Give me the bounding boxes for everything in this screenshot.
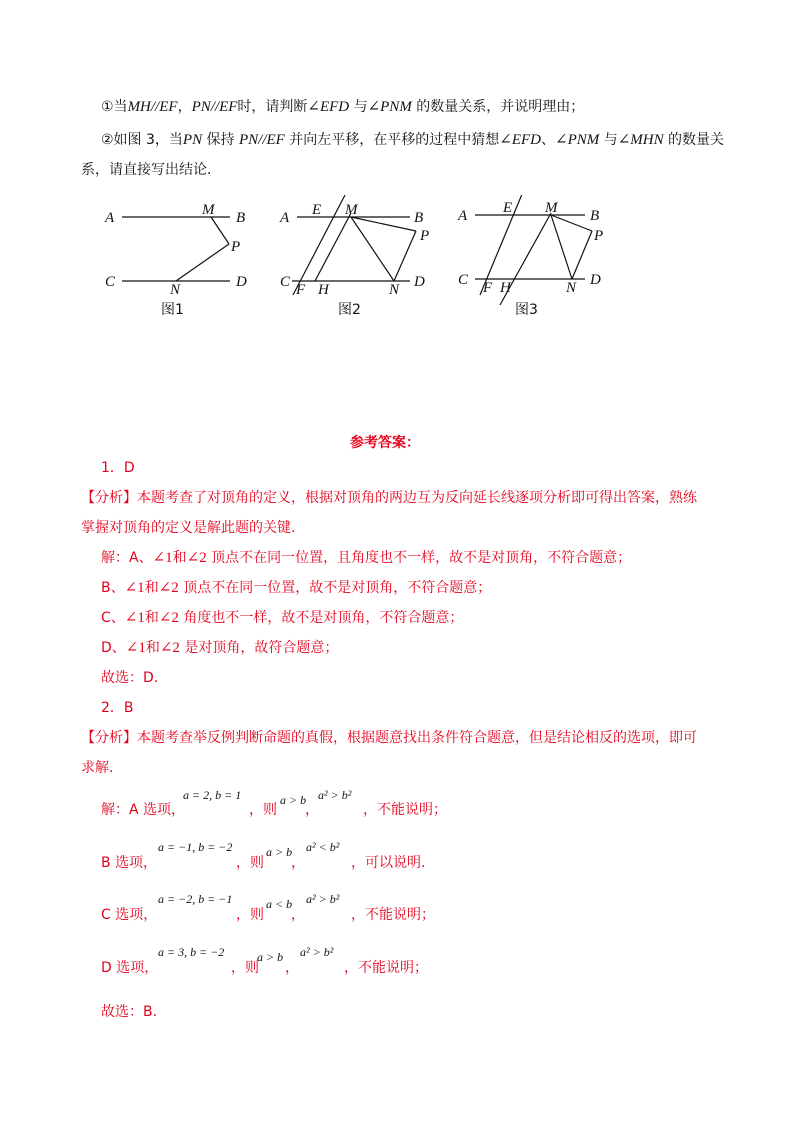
option-a-then: ，则 xyxy=(249,802,277,818)
option-a-condition: a = 2, b = 1 xyxy=(183,788,242,802)
fig1-label-p: P xyxy=(231,239,241,255)
sol-d-angle1: ∠1 xyxy=(125,640,146,656)
option-c-prefix: C 选项， xyxy=(101,907,158,923)
sol-b-and: 和 xyxy=(144,580,159,596)
fig2-label-c: C xyxy=(280,274,291,290)
sol-c-suffix: 角度也不一样，故不是对顶角，不符合题意； xyxy=(178,610,464,626)
sol-c-angle2: ∠2 xyxy=(158,610,179,626)
answer-1-analysis-text: 本题考查了对顶角的定义，根据对顶角的两边互为反向延长线逐项分析即可得出答案，熟练 xyxy=(137,490,697,506)
option-d-prefix: D 选项， xyxy=(101,960,159,976)
answer-1-head: 1．D xyxy=(101,460,135,476)
sol-c-angle1: ∠1 xyxy=(124,610,145,626)
sol-d-angle2: ∠2 xyxy=(159,640,180,656)
q1-math-mh-ef: MH//EF xyxy=(127,99,178,115)
fig2-segment-pn xyxy=(394,231,416,281)
fig1-segment-pn xyxy=(176,244,229,281)
sol-c-and: 和 xyxy=(144,610,159,626)
fig3-segment-mp xyxy=(551,215,592,231)
sol-d-prefix: D、 xyxy=(101,640,126,656)
question-1 xyxy=(101,97,584,117)
option-c-comma: ， xyxy=(291,907,305,923)
option-d-then: ，则 xyxy=(231,960,259,976)
answer-1-final: 故选：D. xyxy=(101,670,159,686)
fig3-label-b: B xyxy=(590,208,600,224)
q1-prefix: ①当 xyxy=(101,99,128,115)
answer-2-analysis xyxy=(81,728,697,748)
option-c-then: ，则 xyxy=(236,907,264,923)
fig3-segment-pn xyxy=(572,231,592,279)
figure-1-caption: 图1 xyxy=(161,302,184,318)
answer-1-solution-a xyxy=(101,548,631,568)
sol-b-prefix: B、 xyxy=(101,580,125,596)
answer-1-solution-c xyxy=(101,608,463,628)
option-d-condition: a = 3, b = −2 xyxy=(158,945,225,959)
answer-2-analysis-text: 本题考查举反例判断命题的真假，根据题意找出条件符合题意，但是结论相反的选项，即可 xyxy=(137,730,697,746)
fig2-label-m: M xyxy=(345,202,358,218)
fig2-label-p: P xyxy=(420,228,430,244)
option-b-conclusion: ，可以说明. xyxy=(351,855,426,871)
fig3-label-n: N xyxy=(566,280,577,296)
q2-keep: 保持 xyxy=(202,132,239,148)
q1-suffix: 的数量关系，并说明理由； xyxy=(411,99,585,115)
q2-suffix: 的数量关 xyxy=(663,132,725,148)
option-c-relation2: a² > b² xyxy=(306,892,340,906)
fig2-label-b: B xyxy=(414,210,424,226)
fig2-label-n: N xyxy=(389,282,400,298)
fig2-label-f: F xyxy=(296,282,306,298)
sol-a-suffix: 顶点不在同一位置，且角度也不一样，故不是对顶角，不符合题意； xyxy=(206,550,632,566)
option-d-relation2: a² > b² xyxy=(300,945,334,959)
option-a-prefix: 解：A 选项， xyxy=(101,802,186,818)
fig3-label-c: C xyxy=(458,272,469,288)
answer-1-solution-d xyxy=(101,638,338,658)
q1-angle-efd: ∠EFD xyxy=(307,99,350,115)
option-c-conclusion: ，不能说明； xyxy=(351,907,435,923)
answer-2-analysis-tag: 【分析】 xyxy=(81,730,137,746)
option-a-relation1: a > b xyxy=(280,793,307,807)
fig3-label-f: F xyxy=(483,280,493,296)
fig1-label-n: N xyxy=(170,282,181,298)
fig2-label-e: E xyxy=(312,202,322,218)
answer-1-analysis-line2: 掌握对顶角的定义是解此题的关键. xyxy=(81,520,296,536)
fig1-label-m: M xyxy=(202,202,215,218)
q2-angle-efd: ∠EFD xyxy=(499,132,542,148)
answer-1-solution-b xyxy=(101,578,491,598)
fig2-segment-mp xyxy=(351,217,416,231)
answer-1-analysis xyxy=(81,488,697,508)
fig3-label-d: D xyxy=(590,272,601,288)
fig1-label-b: B xyxy=(236,210,246,226)
answer-2-analysis-line2: 求解. xyxy=(81,760,114,776)
fig1-label-a: A xyxy=(105,210,115,226)
fig2-label-h: H xyxy=(318,282,329,298)
answer-2-final: 故选：B. xyxy=(101,1004,158,1020)
fig3-label-e: E xyxy=(503,200,513,216)
option-b-comma: ， xyxy=(291,855,305,871)
option-b-then: ，则 xyxy=(236,855,264,871)
q2-angle-pnm: ∠PNM xyxy=(555,132,600,148)
sol-d-and: 和 xyxy=(145,640,160,656)
answer-1-analysis-tag: 【分析】 xyxy=(81,490,137,506)
option-b-prefix: B 选项， xyxy=(101,855,158,871)
q2-angle-mhn: ∠MHN xyxy=(617,132,664,148)
figure-1 xyxy=(122,217,230,281)
q2-sep: 、 xyxy=(541,132,556,148)
option-d-relation1: a > b xyxy=(257,950,284,964)
sol-c-prefix: C、 xyxy=(101,610,125,626)
geometry-figures xyxy=(0,195,800,325)
q2-mid: 并向左平移，在平移的过程中猜想 xyxy=(284,132,500,148)
q1-math-pn-ef: PN//EF xyxy=(191,99,238,115)
option-d-conclusion: ，不能说明； xyxy=(344,960,428,976)
sol-a-angle2: ∠2 xyxy=(186,550,207,566)
question-2 xyxy=(101,130,724,150)
q2-prefix: ②如图 3，当 xyxy=(101,132,183,148)
fig2-segment-mn xyxy=(351,217,394,281)
fig2-label-a: A xyxy=(280,210,290,226)
sol-b-suffix: 顶点不在同一位置，故不是对顶角，不符合题意； xyxy=(178,580,492,596)
fig3-label-a: A xyxy=(458,208,468,224)
option-a-comma: ， xyxy=(305,802,319,818)
sol-a-and: 和 xyxy=(172,550,187,566)
fig3-label-m: M xyxy=(545,200,558,216)
sol-a-angle1: ∠1 xyxy=(152,550,173,566)
q1-and: 与 xyxy=(349,99,368,115)
fig1-segment-mp xyxy=(211,217,229,244)
option-b-relation1: a > b xyxy=(266,845,293,859)
option-c-relation1: a < b xyxy=(266,897,293,911)
option-b-relation2: a² < b² xyxy=(306,840,340,854)
question-2-line2: 系，请直接写出结论. xyxy=(81,162,212,178)
q2-math-pn: PN xyxy=(182,132,203,148)
q1-mid: 时，请判断 xyxy=(237,99,308,115)
answers-title: 参考答案： xyxy=(350,435,420,451)
sol-a-prefix: 解：A、 xyxy=(101,550,153,566)
fig3-label-p: P xyxy=(594,228,604,244)
sol-d-suffix: 是对顶角，故符合题意； xyxy=(179,640,339,656)
fig3-segment-mn xyxy=(551,215,572,279)
q1-sep: ， xyxy=(177,99,192,115)
sol-b-angle1: ∠1 xyxy=(124,580,145,596)
fig1-label-c: C xyxy=(105,274,116,290)
q2-math-pn-ef: PN//EF xyxy=(239,132,285,148)
q1-angle-pnm: ∠PNM xyxy=(367,99,412,115)
option-b-condition: a = −1, b = −2 xyxy=(158,840,233,854)
option-c-condition: a = −2, b = −1 xyxy=(158,892,233,906)
fig1-label-d: D xyxy=(236,274,247,290)
answer-2-head: 2．B xyxy=(101,700,134,716)
option-a-conclusion: ，不能说明； xyxy=(363,802,447,818)
fig2-line-mh xyxy=(315,213,351,281)
option-a-relation2: a² > b² xyxy=(318,788,352,802)
option-d-comma: ， xyxy=(285,960,299,976)
sol-b-angle2: ∠2 xyxy=(158,580,179,596)
q2-and: 与 xyxy=(599,132,618,148)
fig3-label-h: H xyxy=(500,280,511,296)
fig2-label-d: D xyxy=(414,274,425,290)
figure-2-caption: 图2 xyxy=(338,302,361,318)
figure-3-caption: 图3 xyxy=(515,302,538,318)
